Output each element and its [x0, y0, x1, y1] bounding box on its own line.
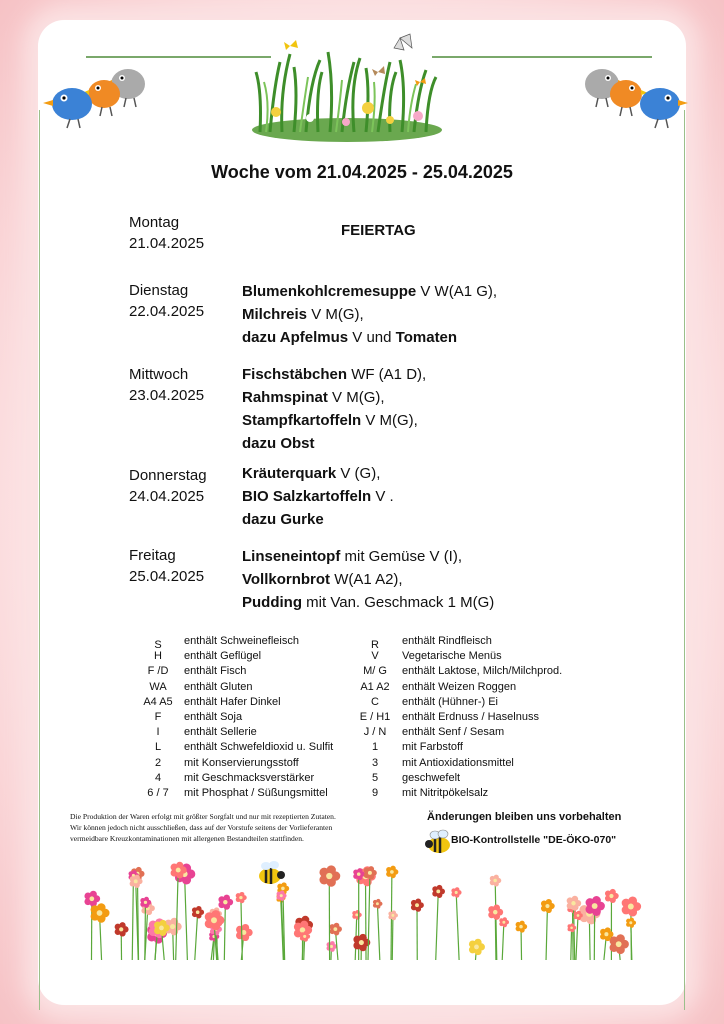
dishes-friday: [242, 545, 494, 614]
legend-text: enthält Sellerie: [184, 726, 257, 739]
legend-text: enthält Schweinefleisch: [184, 635, 299, 647]
dish-line: [242, 386, 426, 409]
legend-code: F: [154, 711, 162, 723]
legend-code: 1: [371, 741, 379, 754]
changes-notice: Änderungen bleiben uns vorbehalten: [427, 811, 622, 823]
dish-allergens: W(A1 A2),: [330, 571, 403, 588]
flower-center: [493, 879, 496, 882]
flower-stem: [573, 908, 574, 960]
flower-center: [519, 925, 523, 929]
legend-code: I: [156, 726, 160, 739]
disclaimer-line: Die Produktion der Waren erfolgt mit größter Sorgfalt und nur mit rezeptierten Zutaten.: [70, 812, 336, 821]
legend-text: mit Nitritpökelsalz: [402, 787, 489, 799]
dish-line: [242, 432, 426, 455]
legend-code: S: [154, 639, 162, 651]
disclaimer-line: Wir können jedoch nicht ausschließen, dass auf der Vorstufe seitens der Vorlieferanten: [70, 823, 333, 832]
dish-line: [242, 508, 394, 531]
legend-code: M/ G: [363, 665, 387, 678]
flower-center: [629, 921, 632, 924]
day-date: 23.04.2025: [129, 387, 205, 404]
dish-name: Stampfkartoffeln: [242, 412, 362, 429]
dish-name: Blumenkohlcremesuppe: [242, 283, 417, 300]
dish-line: [242, 280, 497, 303]
dish-line: [242, 545, 494, 568]
flower-center: [455, 891, 458, 894]
dish-name: dazu Obst: [242, 435, 315, 452]
dish-allergens: mit Gemüse V (I),: [340, 548, 463, 565]
grass-butterflies-illustration: [250, 32, 445, 144]
flower-center: [176, 868, 181, 873]
dish-line: [242, 485, 394, 508]
legend-code: L: [154, 741, 162, 754]
flower-stem: [185, 874, 188, 960]
day-wednesday: [129, 364, 204, 406]
legend-text: mit Farbstoff: [402, 741, 463, 754]
dishes-tuesday: [242, 280, 497, 349]
legend-code: 5: [371, 771, 379, 784]
dish-line: [242, 591, 494, 614]
flower-stem: [392, 915, 393, 960]
flower-center: [474, 945, 479, 950]
legend-text: enthält Laktose, Milch/Milchprod.: [402, 665, 563, 678]
dish-line: [242, 303, 497, 326]
flower-center: [415, 903, 419, 907]
legend-code: H: [154, 650, 162, 663]
legend-text: enthält Hafer Dinkel: [184, 695, 281, 708]
flower-center: [609, 894, 613, 898]
flower-meadow-illustration: [80, 848, 644, 960]
dish-name: Rahmspinat: [242, 389, 328, 406]
flower-center: [97, 910, 103, 916]
legend-code: 4: [154, 771, 162, 784]
dish-allergens: V und: [348, 329, 396, 346]
legend-code: 3: [371, 756, 379, 769]
legend-text: enthält Schwefeldioxid u. Sulfit: [184, 741, 334, 754]
flower-center: [368, 871, 372, 875]
dish-name: Tomaten: [395, 329, 458, 346]
dish-name: Pudding: [242, 594, 302, 611]
legend-code: E / H1: [359, 711, 391, 723]
flower-center: [493, 910, 498, 915]
day-friday: [129, 545, 204, 587]
legend-text: mit Phosphat / Süßungsmittel: [184, 787, 328, 799]
dish-name: dazu Apfelmus: [242, 329, 349, 346]
dish-line: [242, 462, 394, 485]
flower-stem: [576, 915, 578, 960]
flower-stem: [132, 875, 133, 960]
dish-name: dazu Gurke: [242, 511, 324, 528]
day-name: Mittwoch: [129, 366, 189, 383]
flower-center: [134, 879, 138, 883]
flower-center: [144, 901, 147, 904]
bee-icon: [259, 861, 285, 884]
legend-text: geschwefelt: [402, 771, 461, 784]
legend-text: mit Antioxidationsmittel: [402, 756, 514, 769]
flower-center: [571, 901, 575, 905]
legend-code: A1 A2: [360, 680, 390, 693]
legend-code: J / N: [363, 726, 387, 739]
disclaimer-line: vermeidbare Kreuzkontaminationen mit allergenen Bestandteilen stattfinden.: [70, 834, 304, 843]
flower-center: [239, 896, 242, 899]
dish-line: [242, 363, 426, 386]
legend-code: 2: [154, 756, 162, 769]
flower-center: [170, 924, 175, 929]
day-monday: [129, 212, 204, 254]
dish-name: Linseneintopf: [242, 548, 341, 565]
legend-text: Vegetarische Menüs: [402, 650, 502, 663]
dishes-thursday: [242, 462, 394, 531]
flower-center: [502, 921, 505, 924]
dish-allergens: V W(A1 G),: [416, 283, 498, 300]
legend-code: 6 / 7: [147, 787, 169, 799]
flower-stem: [436, 891, 439, 960]
legend-code: V: [371, 650, 379, 663]
flower-center: [391, 914, 394, 917]
day-name: Montag: [129, 214, 180, 231]
flower-center: [159, 926, 164, 931]
legend-text: enthält (Hühner-) Ei: [402, 695, 498, 708]
flower-stem: [224, 902, 225, 960]
dish-allergens: V M(G),: [361, 412, 418, 429]
day-thursday: [129, 465, 207, 507]
flower-stem: [377, 904, 379, 960]
dish-name: Vollkornbrot: [242, 571, 331, 588]
dish-allergens: mit Van. Geschmack 1 M(G): [302, 594, 495, 611]
legend-code: A4 A5: [143, 695, 173, 708]
day-date: 22.04.2025: [129, 303, 205, 320]
dish-allergens: WF (A1 D),: [347, 366, 427, 383]
legend-code: R: [371, 639, 379, 651]
legend-code: F /D: [147, 665, 169, 678]
legend-code: WA: [149, 680, 167, 693]
legend-text: enthält Soja: [184, 711, 243, 723]
legend-text: enthält Geflügel: [184, 650, 262, 663]
flower-stem: [195, 912, 198, 960]
flower-center: [280, 894, 283, 897]
flower-center: [390, 870, 394, 874]
day-name: Donnerstag: [129, 467, 207, 484]
dish-line: [242, 409, 426, 432]
day-name: Freitag: [129, 547, 176, 564]
legend-code: C: [371, 695, 379, 708]
legend-text: enthält Rindfleisch: [402, 635, 492, 647]
flower-center: [330, 945, 333, 948]
day-date: 25.04.2025: [129, 568, 205, 585]
dish-allergens: V .: [371, 488, 394, 505]
flower-center: [357, 872, 361, 876]
right-rule: [684, 110, 685, 1010]
flower-stem: [241, 898, 242, 960]
allergen-disclaimer: [70, 811, 400, 844]
flower-center: [89, 896, 94, 901]
legend-text: mit Konservierungsstoff: [184, 756, 299, 769]
legend-text: enthält Fisch: [184, 665, 247, 678]
flower-center: [577, 914, 580, 917]
legend-text: enthält Senf / Sesam: [402, 726, 505, 739]
legend-code: 9: [371, 787, 379, 799]
flower-center: [303, 935, 306, 938]
flower-stem: [176, 870, 178, 960]
legend-text: enthält Erdnuss / Haselnuss: [402, 711, 539, 723]
flower-center: [616, 941, 622, 947]
page-title: Woche vom 21.04.2025 - 25.04.2025: [211, 162, 513, 182]
flower-stem: [502, 922, 504, 960]
flower-center: [545, 904, 549, 908]
left-rule: [39, 110, 40, 1010]
flower-center: [604, 932, 608, 936]
dish-name: BIO Salzkartoffeln: [242, 488, 372, 505]
birds-right-illustration: [574, 56, 694, 136]
flower-center: [333, 927, 337, 931]
dish-name: Fischstäbchen: [242, 366, 348, 383]
dish-line: [242, 326, 497, 349]
flower-center: [326, 873, 332, 879]
day-name: Dienstag: [129, 282, 189, 299]
dish-allergens: V M(G),: [327, 389, 385, 406]
flower-stem: [145, 902, 146, 960]
flower-center: [359, 940, 364, 945]
flower-center: [376, 902, 379, 905]
flower-center: [119, 927, 123, 931]
flower-center: [436, 890, 440, 894]
flower-center: [223, 900, 227, 904]
day-date: 24.04.2025: [129, 488, 205, 505]
dishes-wednesday: [242, 363, 426, 455]
legend-text: enthält Weizen Roggen: [402, 680, 517, 693]
flower-center: [211, 917, 217, 923]
legend-text: mit Geschmacksverstärker: [184, 771, 315, 784]
dish-name: Kräuterquark: [242, 465, 337, 482]
day-tuesday: [129, 280, 204, 322]
flower-center: [570, 926, 573, 929]
flower-stem: [456, 892, 459, 960]
legend-text: enthält Gluten: [184, 680, 253, 693]
flower-stem: [571, 928, 572, 960]
flower-center: [355, 913, 358, 916]
day-date: 21.04.2025: [129, 235, 205, 252]
birds-left-illustration: [36, 56, 156, 136]
flower-center: [196, 910, 200, 914]
flower-stem: [546, 906, 547, 960]
dish-name: Milchreis: [242, 306, 308, 323]
flower-center: [281, 887, 285, 891]
dish-allergens: V M(G),: [307, 306, 364, 323]
flower-center: [628, 904, 634, 910]
dish-allergens: V (G),: [336, 465, 381, 482]
flower-center: [592, 903, 598, 909]
dish-line: [242, 568, 494, 591]
bio-control-label: BIO-Kontrollstelle "DE-ÖKO-070": [451, 834, 617, 846]
holiday-label: FEIERTAG: [341, 222, 416, 239]
